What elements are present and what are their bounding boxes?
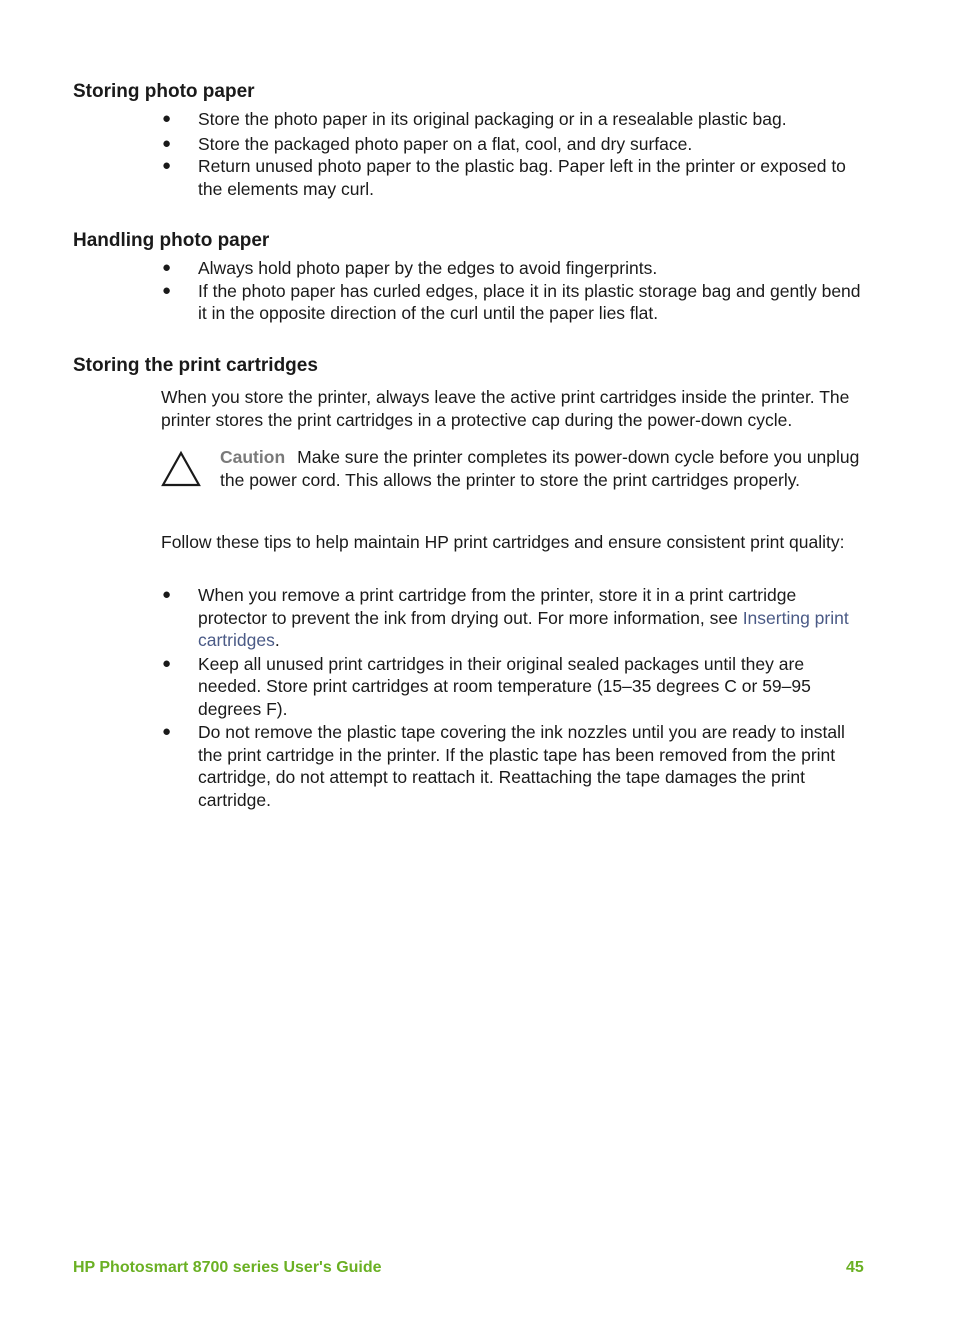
footer-page-number: 45 [846, 1259, 864, 1276]
footer-guide-title: HP Photosmart 8700 series User's Guide [73, 1259, 382, 1276]
storing-photo-paper-list [162, 108, 862, 200]
heading-handling-photo-paper: Handling photo paper [73, 230, 270, 251]
list-item-text [198, 585, 849, 650]
list-item [162, 155, 862, 200]
tip-text: When you remove a print cartridge from the printer, store it in a print cartridge protector to prevent the ink from drying out. For more information, see [198, 585, 797, 628]
heading-storing-photo-paper: Storing photo paper [73, 81, 255, 102]
list-item-text: Always hold photo paper by the edges to avoid fingerprints. [198, 258, 658, 278]
caution-label: Caution [220, 447, 286, 467]
list-item [162, 280, 862, 325]
list-item [162, 721, 862, 811]
list-item [162, 257, 862, 280]
list-item-text: Store the packaged photo paper on a flat, cool, and dry surface. [198, 133, 693, 154]
bullet-icon: ● [162, 110, 172, 127]
inserting-print-cartridges-link[interactable]: Inserting print cartridges [198, 607, 849, 650]
list-item-text: Return unused photo paper to the plastic bag. Paper left in the printer or exposed to the elements may curl. [198, 156, 846, 199]
heading-storing-print-cartridges: Storing the print cartridges [73, 355, 318, 376]
bullet-icon: ● [162, 586, 172, 603]
list-item-text: Keep all unused print cartridges in their original sealed packages until they are needed. Store print cartridges at room temperature (15–35 degrees C or 59–95 degrees F). [198, 653, 811, 719]
caution-note [161, 446, 861, 518]
warning-triangle-icon [161, 450, 201, 488]
caution-message: Make sure the printer completes its power-down cycle before you unplug the power cord. This allows the printer to store the print cartridges properly. [220, 447, 860, 490]
list-item-text: If the photo paper has curled edges, place it in its plastic storage bag and gently bend it in the opposite direction of the curl until the paper lies flat. [198, 280, 861, 323]
bullet-icon: ● [162, 723, 172, 740]
list-item [162, 653, 862, 721]
tip-text-end: . [274, 630, 280, 650]
cartridge-tips-list [162, 584, 862, 811]
list-item-text: Do not remove the plastic tape covering the ink nozzles until you are ready to install the print cartridge in the printer. If the plastic tape has been removed from the print cartridge, do not attempt to reattach it. Reattaching the tape damages the print cartridge. [198, 722, 845, 810]
bullet-icon: ● [162, 259, 172, 276]
bullet-icon: ● [162, 281, 172, 299]
cartridges-intro-paragraph: When you store the printer, always leave the active print cartridges inside the printer. The printer stores the print cartridges in a protective cap during the power-down cycle. [161, 387, 850, 430]
list-item [162, 584, 862, 652]
bullet-icon: ● [162, 654, 172, 672]
list-item [162, 133, 862, 156]
bullet-icon: ● [162, 157, 172, 174]
handling-photo-paper-list [162, 257, 862, 325]
bullet-icon: ● [162, 134, 172, 152]
list-item-text: Store the photo paper in its original packaging or in a resealable plastic bag. [198, 109, 787, 129]
list-item [162, 108, 862, 131]
caution-text [220, 446, 860, 491]
tips-intro-paragraph: Follow these tips to help maintain HP print cartridges and ensure consistent print quality: [161, 532, 845, 552]
